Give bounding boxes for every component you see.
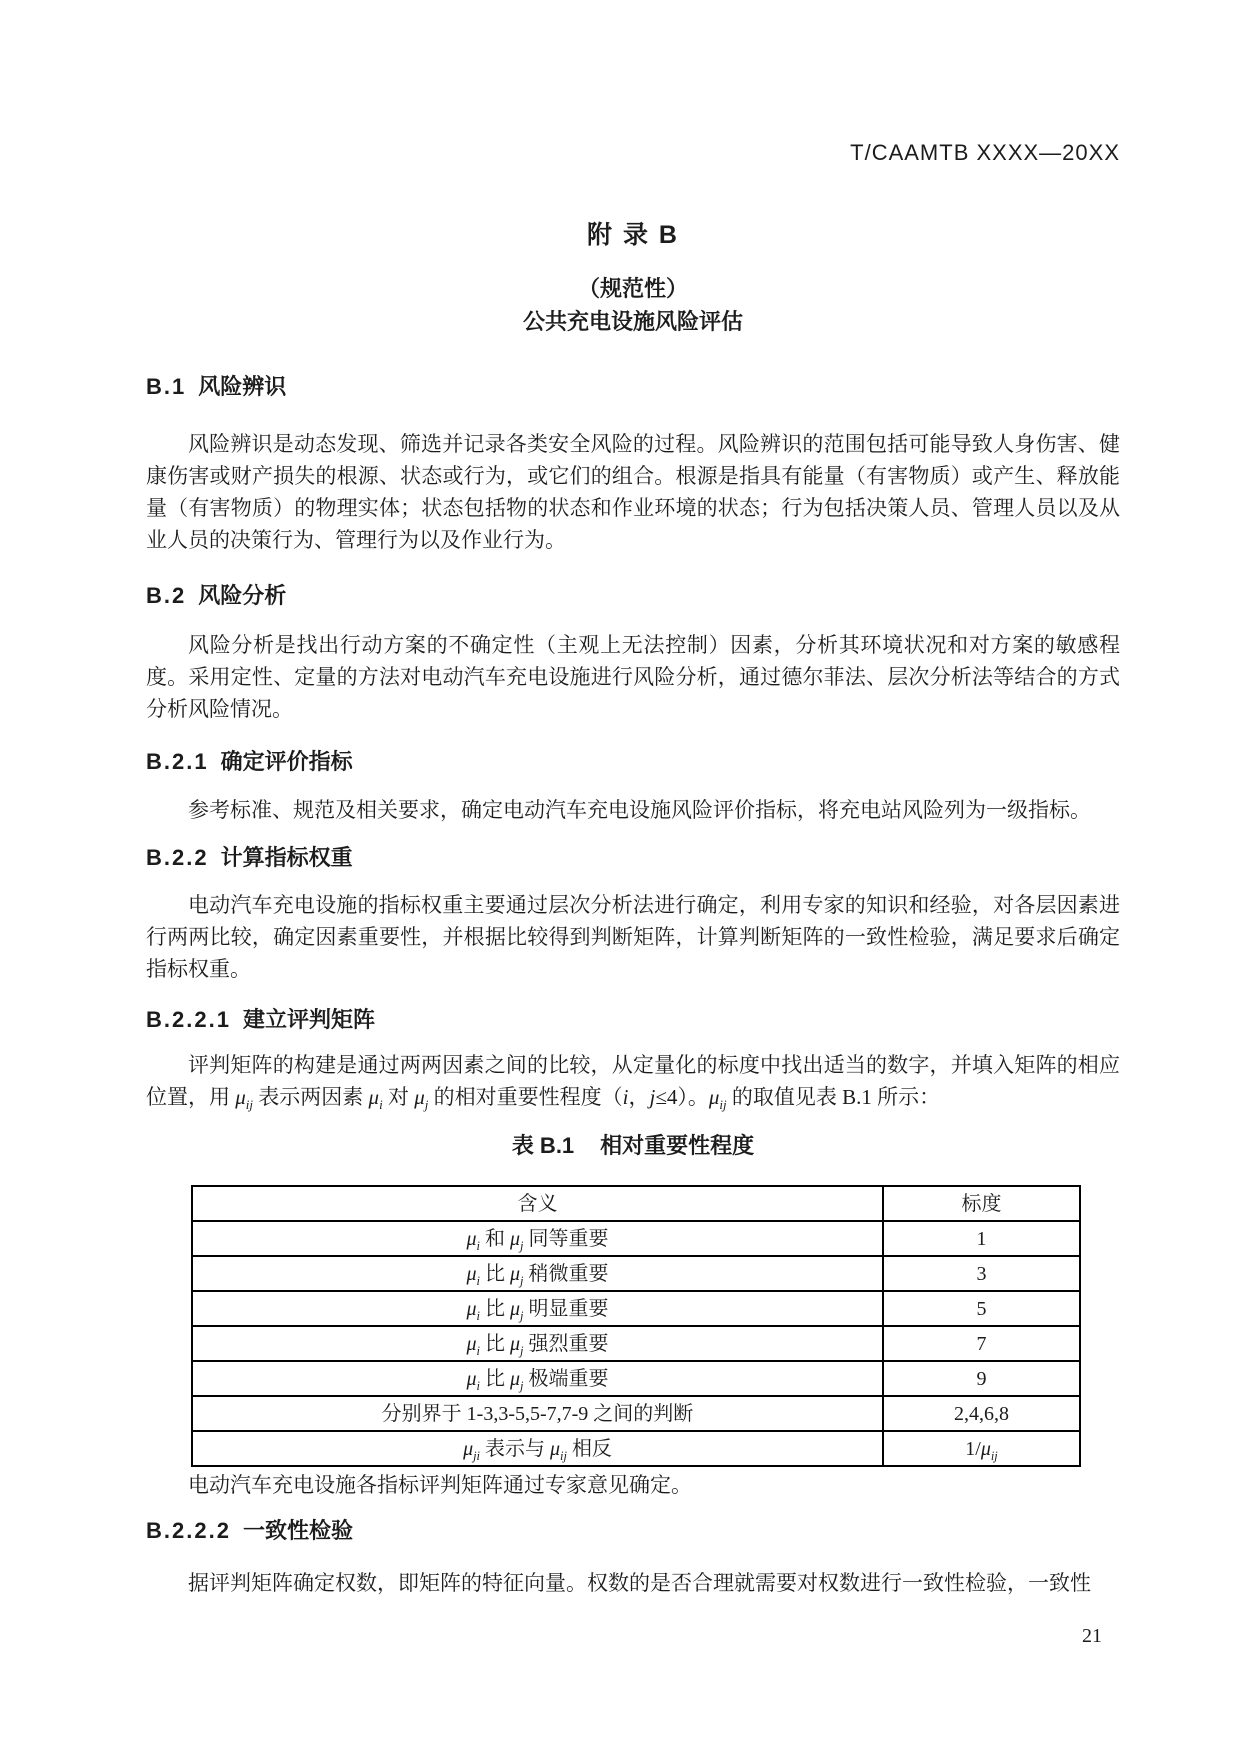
table-note: 电动汽车充电设施各指标评判矩阵通过专家意见确定。 <box>188 1473 692 1497</box>
scale-cell: 1 <box>883 1221 1080 1256</box>
scale-header-cell: 标度 <box>883 1186 1080 1221</box>
table-caption-text: 相对重要性程度 <box>600 1133 755 1158</box>
heading-b222-title: 一致性检验 <box>242 1518 353 1543</box>
appendix-title: 附 录 B <box>587 221 679 249</box>
meaning-cell: $\mu_i$ 比 $\mu_j$ 稍微重要 <box>192 1256 883 1291</box>
paragraph-b1: 风险辨识是动态发现、筛选并记录各类安全风险的过程。风险辨识的范围包括可能导致人身伤害、健康伤害或财产损失的根源、状态或行为，或它们的组合。根源是指具有能量（有害物质）或产生、释放能量（有害物质）的物理实体；状态包括物的状态和作业环境的状态；行为包括决策人员、管理人员以及从业人员的决策行为、管理行为以及作业行为。 <box>146 432 1120 552</box>
table-row <box>192 1396 1080 1431</box>
paragraph-b221: 评判矩阵的构建是通过两两因素之间的比较，从定量化的标度中找出适当的数字，并填入矩阵的相应位置，用 $\mu_{ij}$ 表示两因素 $\mu_i$ 对 $\mu_j$ 的相对重要性程度（i，j≤4）。$\mu_{ij}$ 的取值见表 B.1 所示： <box>146 1053 1120 1113</box>
scale-cell: $1/\mu_{ij}$ <box>883 1431 1080 1466</box>
table-header-row <box>192 1186 1080 1221</box>
heading-b221-title: 建立评判矩阵 <box>242 1007 375 1032</box>
meaning-cell: 分别界于 1-3,3-5,5-7,7-9 之间的判断 <box>192 1396 883 1431</box>
scale-cell: 2,4,6,8 <box>883 1396 1080 1431</box>
page-number: 21 <box>1082 1625 1102 1647</box>
table-row <box>192 1221 1080 1256</box>
importance-table <box>191 1185 1081 1467</box>
heading-b21-title: 确定评价指标 <box>220 749 353 774</box>
paragraph-b21: 参考标准、规范及相关要求，确定电动汽车充电设施风险评价指标，将充电站风险列为一级指标。 <box>188 798 1091 822</box>
heading-b21 <box>146 746 1120 778</box>
table-row <box>192 1431 1080 1466</box>
table-row <box>192 1361 1080 1396</box>
table-caption <box>146 1131 1120 1161</box>
heading-b2 <box>146 580 1120 612</box>
normative-label: （规范性） <box>577 276 688 301</box>
paragraph-b2: 风险分析是找出行动方案的不确定性（主观上无法控制）因素，分析其环境状况和对方案的敏感程度。采用定性、定量的方法对电动汽车充电设施进行风险分析，通过德尔菲法、层次分析法等结合的方式分析风险情况。 <box>146 633 1120 721</box>
heading-b2-title: 风险分析 <box>198 583 287 608</box>
heading-b221 <box>146 1004 1120 1036</box>
scale-cell: 9 <box>883 1361 1080 1396</box>
table-row <box>192 1291 1080 1326</box>
meaning-cell: $\mu_i$ 比 $\mu_j$ 极端重要 <box>192 1361 883 1396</box>
heading-b22-title: 计算指标权重 <box>220 845 353 870</box>
heading-b1-number: B.1 <box>146 374 187 399</box>
meaning-cell: $\mu_{ji}$ 表示与 $\mu_{ij}$ 相反 <box>192 1431 883 1466</box>
meaning-cell: $\mu_i$ 比 $\mu_j$ 强烈重要 <box>192 1326 883 1361</box>
paragraph-b22: 电动汽车充电设施的指标权重主要通过层次分析法进行确定，利用专家的知识和经验，对各层因素进行两两比较，确定因素重要性，并根据比较得到判断矩阵，计算判断矩阵的一致性检验，满足要求后确定指标权重。 <box>146 893 1120 981</box>
heading-b22-number: B.2.2 <box>146 845 209 870</box>
doc-code-header: T/CAAMTB XXXX—20XX <box>850 140 1120 165</box>
table-row <box>192 1256 1080 1291</box>
heading-b222-number: B.2.2.2 <box>146 1518 231 1543</box>
heading-b2-number: B.2 <box>146 583 187 608</box>
subject-title: 公共充电设施风险评估 <box>522 309 743 334</box>
heading-b221-number: B.2.2.1 <box>146 1007 231 1032</box>
paragraph-b222: 据评判矩阵确定权数，即矩阵的特征向量。权数的是否合理就需要对权数进行一致性检验，一致性 <box>188 1571 1091 1595</box>
heading-b222 <box>146 1515 1120 1547</box>
heading-b1 <box>146 371 1120 403</box>
heading-b21-number: B.2.1 <box>146 749 209 774</box>
meaning-cell: $\mu_i$ 和 $\mu_j$ 同等重要 <box>192 1221 883 1256</box>
meaning-cell: $\mu_i$ 比 $\mu_j$ 明显重要 <box>192 1291 883 1326</box>
scale-cell: 3 <box>883 1256 1080 1291</box>
scale-cell: 5 <box>883 1291 1080 1326</box>
heading-b1-title: 风险辨识 <box>198 374 287 399</box>
scale-cell: 7 <box>883 1326 1080 1361</box>
table-row <box>192 1326 1080 1361</box>
heading-b22 <box>146 842 1120 874</box>
table-caption-label: 表 B.1 <box>511 1133 575 1158</box>
meaning-header-cell: 含义 <box>192 1186 883 1221</box>
